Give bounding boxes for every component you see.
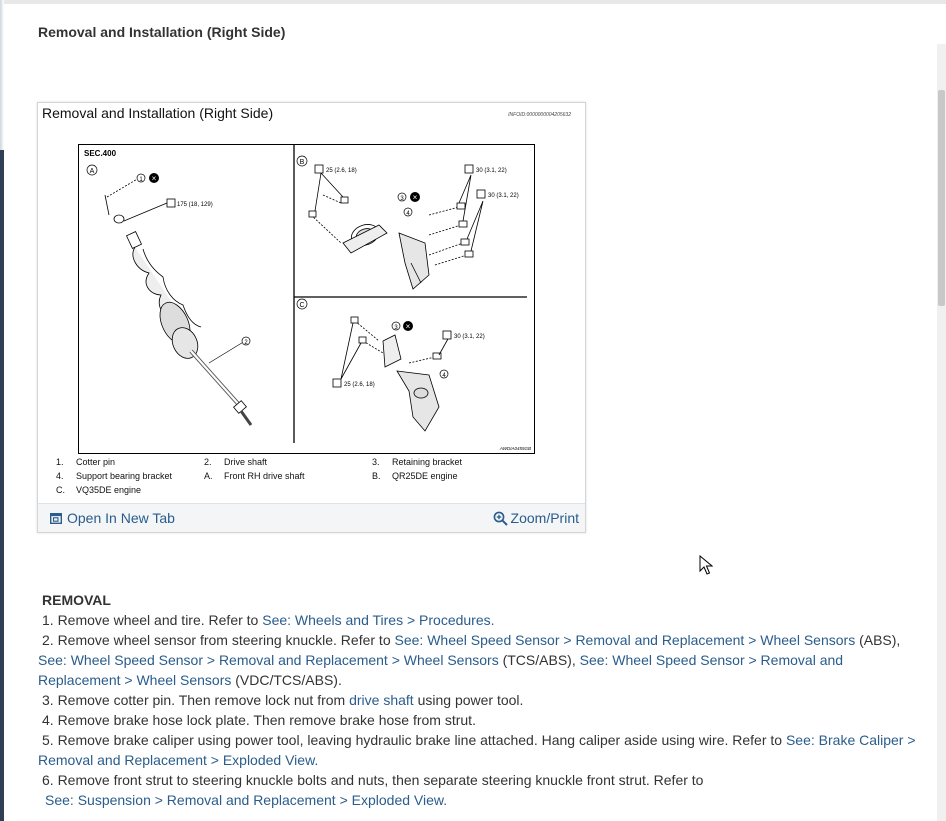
legend-num: 3. (372, 457, 380, 467)
legend-label: VQ35DE engine (76, 485, 142, 495)
step-3: 3. Remove cotter pin. Then remove lock nut from drive shaft using power tool. (42, 692, 524, 708)
removal-section (38, 590, 928, 810)
torque-b2: 30 (3.1, 22) (476, 168, 507, 174)
legend-label: Front RH drive shaft (224, 471, 305, 481)
zoom-print-button[interactable] (493, 510, 579, 526)
legend-num: C. (56, 485, 65, 495)
panel-label-b: B (299, 159, 305, 166)
legend-label: Cotter pin (76, 457, 116, 467)
top-edge (0, 0, 946, 4)
svg-text:1: 1 (139, 177, 143, 183)
torque-c1: 30 (3.1, 22) (454, 334, 485, 340)
svg-text:2: 2 (244, 340, 248, 346)
torque-b1: 25 (2.6, 18) (326, 168, 357, 174)
step-1: 1. Remove wheel and tire. Refer to See: Wheels and Tires > Procedures. (42, 612, 495, 628)
link-wheel-speed-sensor-vdc[interactable]: See: Wheel Speed Sensor > Removal and Replacement > Wheel Sensors (38, 652, 844, 688)
svg-text:×: × (151, 174, 157, 183)
open-in-new-tab-label: Open In New Tab (67, 510, 175, 526)
drive-shaft-drawing (105, 178, 251, 425)
removal-heading: REMOVAL (42, 592, 111, 608)
open-in-new-tab-button[interactable] (50, 510, 175, 526)
legend-label: Retaining bracket (392, 457, 463, 467)
figure-card (37, 102, 586, 533)
torque-b3: 30 (3.1, 22) (488, 193, 519, 199)
svg-text:4: 4 (406, 211, 410, 217)
legend-num: A. (204, 471, 213, 481)
step-2: 2. Remove wheel sensor from steering knuckle. Refer to See: Wheel Speed Sensor > Removal and Replacement > Wheel Sensors (ABS), See: Wheel Speed Sensor > Removal and Replacement > Wheel Sensors (TCS/ABS), See: Wheel Speed Sensor > Removal and Replacement > Wheel Sensors (VDC/TCS/ABS). (38, 632, 901, 688)
step-4: 4. Remove brake hose lock plate. Then remove brake hose from strut. (42, 712, 476, 728)
figure-footer (38, 503, 585, 532)
torque-c2: 25 (2.6, 18) (344, 382, 375, 388)
figure-info-id: INFOID:0000000004205632 (508, 112, 571, 118)
step-6-link-line (38, 790, 928, 810)
left-panel-edge (0, 150, 4, 821)
sec-label: SEC.400 (84, 149, 117, 158)
legend-num: 4. (56, 471, 64, 481)
figure-code: AWDIA0455GB (499, 446, 531, 451)
open-tab-icon (50, 513, 62, 524)
svg-text:×: × (405, 322, 411, 331)
panel-label-a: A (89, 168, 95, 175)
link-wheel-speed-sensor-abs[interactable]: See: Wheel Speed Sensor > Removal and Replacement > Wheel Sensors (394, 632, 856, 648)
torque-a1: 175 (18, 129) (177, 202, 213, 208)
diagram-image[interactable] (78, 144, 535, 454)
svg-text:3: 3 (400, 196, 404, 202)
link-brake-caliper[interactable]: See: Brake Caliper > Removal and Replacement > Exploded View. (38, 732, 916, 768)
link-drive-shaft[interactable]: drive shaft (349, 692, 414, 708)
figure-legend (56, 457, 576, 499)
legend-label: Drive shaft (224, 457, 268, 467)
zoom-icon (493, 511, 508, 526)
mouse-pointer-icon (699, 555, 713, 580)
scroll-thumb[interactable] (938, 90, 945, 306)
link-wheels-and-tires[interactable]: See: Wheels and Tires > Procedures. (262, 612, 495, 628)
page-title: Removal and Installation (Right Side) (38, 24, 286, 40)
legend-num: 2. (204, 457, 212, 467)
panel-label-c: C (299, 302, 305, 309)
legend-num: B. (372, 471, 381, 481)
bracket-drawing-b (309, 173, 483, 289)
link-suspension[interactable]: See: Suspension > Removal and Replacement > Exploded View. (45, 792, 448, 808)
step-6: 6. Remove front strut to steering knuckle bolts and nuts, then separate steering knuckle front strut. Refer to (42, 772, 704, 788)
figure-title: Removal and Installation (Right Side) (42, 105, 274, 121)
legend-label: Support bearing bracket (76, 471, 173, 481)
legend-label: QR25DE engine (392, 471, 458, 481)
scrollbar[interactable] (937, 44, 946, 821)
legend-num: 1. (56, 457, 64, 467)
diagram-svg (79, 145, 534, 453)
svg-text:3: 3 (394, 325, 398, 331)
svg-text:4: 4 (442, 373, 446, 379)
zoom-print-label: Zoom/Print (510, 510, 579, 526)
step-5: 5. Remove brake caliper using power tool, leaving hydraulic brake line attached. Hang caliper aside using wire. Refer to See: Brake Caliper > Removal and Replacement > Exploded View. (38, 732, 916, 768)
bracket-drawing-c (341, 317, 449, 431)
svg-text:×: × (412, 193, 418, 202)
link-wheel-speed-sensor-tcs[interactable]: See: Wheel Speed Sensor > Removal and Replacement > Wheel Sensors (38, 652, 499, 668)
